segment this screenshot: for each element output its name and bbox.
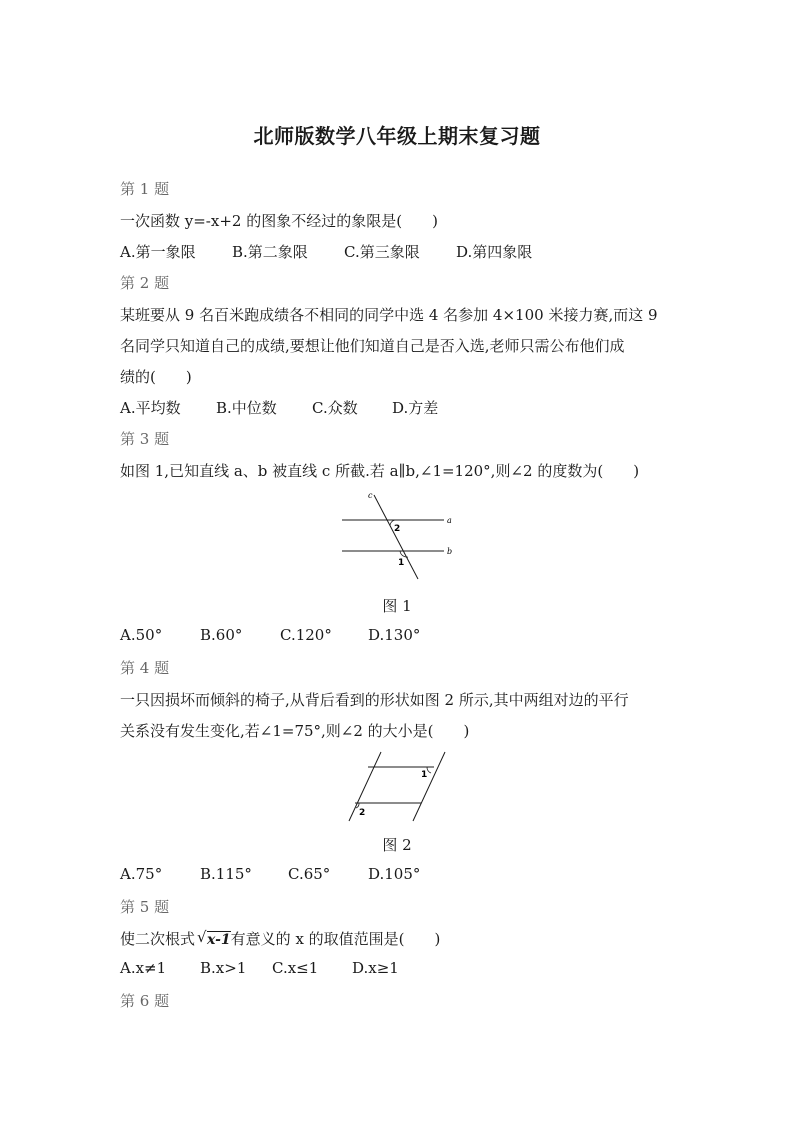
q5-heading: 第 5 题 <box>120 898 170 916</box>
q1-heading: 第 1 题 <box>120 180 170 198</box>
radicand: x-1 <box>207 932 231 948</box>
q1-options <box>120 241 532 262</box>
q4-heading: 第 4 题 <box>120 659 170 677</box>
chair-right-leg <box>413 752 445 821</box>
figure-1-caption: 图 1 <box>382 597 412 615</box>
q5-option-a: A.x≠1 <box>120 959 167 977</box>
q5-stem-before: 使二次根式 <box>120 930 196 948</box>
q5-stem-after: 有意义的 x 的取值范围是( ) <box>230 930 441 948</box>
label-angle-1: 1 <box>398 558 405 568</box>
radical-sign: √ <box>197 928 207 946</box>
q3-option-b: B.60° <box>200 626 243 644</box>
transversal-c <box>374 495 418 579</box>
q5-stem <box>120 928 440 949</box>
square-root-expression <box>197 930 231 948</box>
figure-1-parallel-lines <box>336 490 460 582</box>
figure-2-caption: 图 2 <box>382 836 412 854</box>
angle-1-arc <box>427 767 431 773</box>
q4-stem-line-1: 一只因损坏而倾斜的椅子,从背后看到的形状如图 2 所示,其中两组对边的平行 <box>120 691 629 709</box>
q3-stem: 如图 1,已知直线 a、b 被直线 c 所截.若 a∥b,∠1=120°,则∠2 的度数为( ) <box>120 462 640 480</box>
q1-option-a: A.第一象限 <box>120 243 196 261</box>
q3-option-d: D.130° <box>368 626 421 644</box>
q2-option-c: C.众数 <box>312 399 358 417</box>
q2-heading: 第 2 题 <box>120 274 170 292</box>
label-c: c <box>368 491 373 500</box>
q2-option-d: D.方差 <box>392 399 439 417</box>
q4-options <box>120 865 420 883</box>
q3-heading: 第 3 题 <box>120 430 170 448</box>
q1-option-d: D.第四象限 <box>456 243 533 261</box>
q3-option-a: A.50° <box>120 626 163 644</box>
label-angle-2: 2 <box>359 808 366 818</box>
q2-option-a: A.平均数 <box>120 399 181 417</box>
q2-option-b: B.中位数 <box>216 399 277 417</box>
radical-bar <box>207 931 231 932</box>
q2-options <box>120 397 438 418</box>
label-b: b <box>447 547 453 556</box>
q2-stem-line-3: 绩的( ) <box>120 368 192 386</box>
q4-option-b: B.115° <box>200 865 252 883</box>
q5-option-b: B.x>1 <box>200 959 247 977</box>
q3-option-c: C.120° <box>280 626 332 644</box>
label-angle-1: 1 <box>421 770 428 780</box>
page-title: 北师版数学八年级上期末复习题 <box>253 124 541 148</box>
q2-stem-line-1: 某班要从 9 名百米跑成绩各不相同的同学中选 4 名参加 4×100 米接力赛,而这 9 <box>120 306 658 324</box>
q1-option-b: B.第二象限 <box>232 243 308 261</box>
q2-stem-line-2: 名同学只知道自己的成绩,要想让他们知道自己是否入选,老师只需公布他们成 <box>120 337 625 355</box>
figure-2-chair <box>343 748 455 826</box>
label-angle-2: 2 <box>394 524 401 534</box>
q1-option-c: C.第三象限 <box>344 243 420 261</box>
q5-option-d: D.x≥1 <box>352 959 399 977</box>
q5-options <box>120 959 399 977</box>
label-a: a <box>447 516 452 525</box>
q4-stem-line-2: 关系没有发生变化,若∠1=75°,则∠2 的大小是( ) <box>120 722 470 740</box>
q5-option-c: C.x≤1 <box>272 959 319 977</box>
q4-option-a: A.75° <box>120 865 163 883</box>
q6-heading: 第 6 题 <box>120 992 170 1010</box>
q1-stem: 一次函数 y=-x+2 的图象不经过的象限是( ) <box>120 212 438 230</box>
q3-options <box>120 626 420 644</box>
q4-option-d: D.105° <box>368 865 421 883</box>
q4-option-c: C.65° <box>288 865 331 883</box>
